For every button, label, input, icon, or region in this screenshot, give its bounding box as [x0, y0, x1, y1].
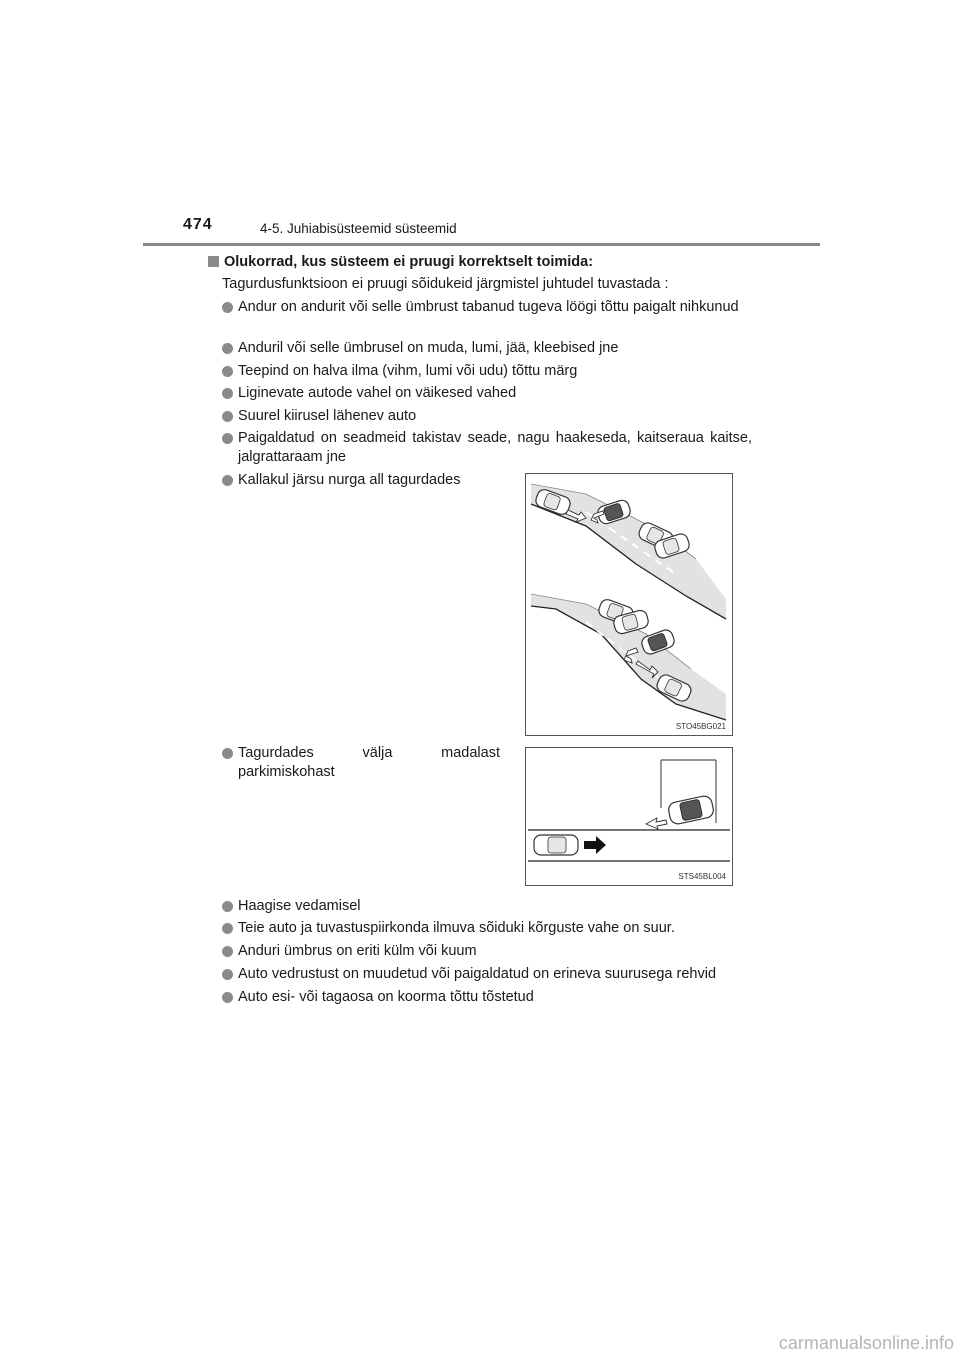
section-title: 4-5. Juhiabisüsteemid süsteemid — [260, 221, 457, 236]
list-item-text: Anduri ümbrus on eriti külm või kuum — [238, 943, 477, 959]
parking-illustration — [525, 747, 733, 886]
intro-text: Tagurdusfunktsioon ei pruugi sõidukeid järgmistel juhtudel tuvastada : — [222, 276, 669, 292]
list-item — [222, 429, 752, 467]
list-item-text: Andur on andurit või selle ümbrust tabanud tugeva löögi tõttu paigalt nihkunud — [238, 299, 739, 315]
bullet-icon — [222, 343, 233, 354]
slope-illustration — [525, 473, 733, 736]
list-item-text: Tagurdades välja madalast parkimiskohast — [238, 745, 500, 780]
square-bullet-icon — [208, 256, 219, 267]
parking-drawing — [526, 748, 732, 885]
list-item — [222, 988, 762, 1007]
list-item — [222, 965, 762, 984]
list-item — [222, 362, 752, 381]
list-item — [222, 942, 762, 961]
list-item — [222, 339, 752, 358]
bullet-icon — [222, 475, 233, 486]
list-item-text: Teie auto ja tuvastuspiirkonda ilmuva sõiduki kõrguste vahe on suur. — [238, 920, 675, 936]
bullet-icon — [222, 366, 233, 377]
figure-code: STS45BL004 — [678, 872, 726, 881]
list-item-text: Haagise vedamisel — [238, 898, 361, 914]
bullet-icon — [222, 946, 233, 957]
slope-drawing — [526, 474, 732, 735]
content-heading — [208, 254, 593, 270]
bullet-icon — [222, 411, 233, 422]
list-item-text: Auto vedrustust on muudetud või paigaldatud on erineva suurusega rehvid — [238, 966, 717, 982]
heading-text: Olukorrad, kus süsteem ei pruugi korrektselt toimida: — [224, 254, 594, 270]
list-item — [222, 407, 752, 426]
bullet-icon — [222, 992, 233, 1003]
header-divider — [143, 243, 820, 246]
bullet-icon — [222, 969, 233, 980]
list-item — [222, 919, 762, 938]
bullet-icon — [222, 388, 233, 399]
list-item — [222, 744, 500, 782]
bullet-icon — [222, 302, 233, 313]
figure-code: STO45BG021 — [675, 722, 726, 731]
list-item-text: Auto esi- või tagaosa on koorma tõttu tõstetud — [238, 989, 534, 1005]
list-item-text: Liginevate autode vahel on väikesed vahed — [238, 385, 517, 401]
page-header — [0, 0, 960, 250]
list-item — [222, 384, 752, 403]
bullet-icon — [222, 433, 233, 444]
page-number: 474 — [183, 216, 213, 233]
list-item-text: Kallakul järsu nurga all tagurdades — [238, 472, 461, 488]
list-item — [222, 471, 512, 490]
watermark: carmanualsonline.info — [778, 1333, 954, 1353]
bullet-icon — [222, 901, 233, 912]
bullet-icon — [222, 923, 233, 934]
list-item — [222, 897, 752, 916]
list-item-text: Teepind on halva ilma (vihm, lumi või udu) tõttu märg — [238, 363, 578, 379]
list-item-text: Suurel kiirusel lähenev auto — [238, 408, 417, 424]
list-item-text: Anduril või selle ümbrusel on muda, lumi, jää, kleebised jne — [238, 340, 619, 356]
list-item — [222, 298, 752, 317]
bullet-icon — [222, 748, 233, 759]
list-item-text: Paigaldatud on seadmeid takistav seade, nagu haakeseda, kaitseraua kaitse, jalgrattaraam jne — [238, 430, 752, 465]
